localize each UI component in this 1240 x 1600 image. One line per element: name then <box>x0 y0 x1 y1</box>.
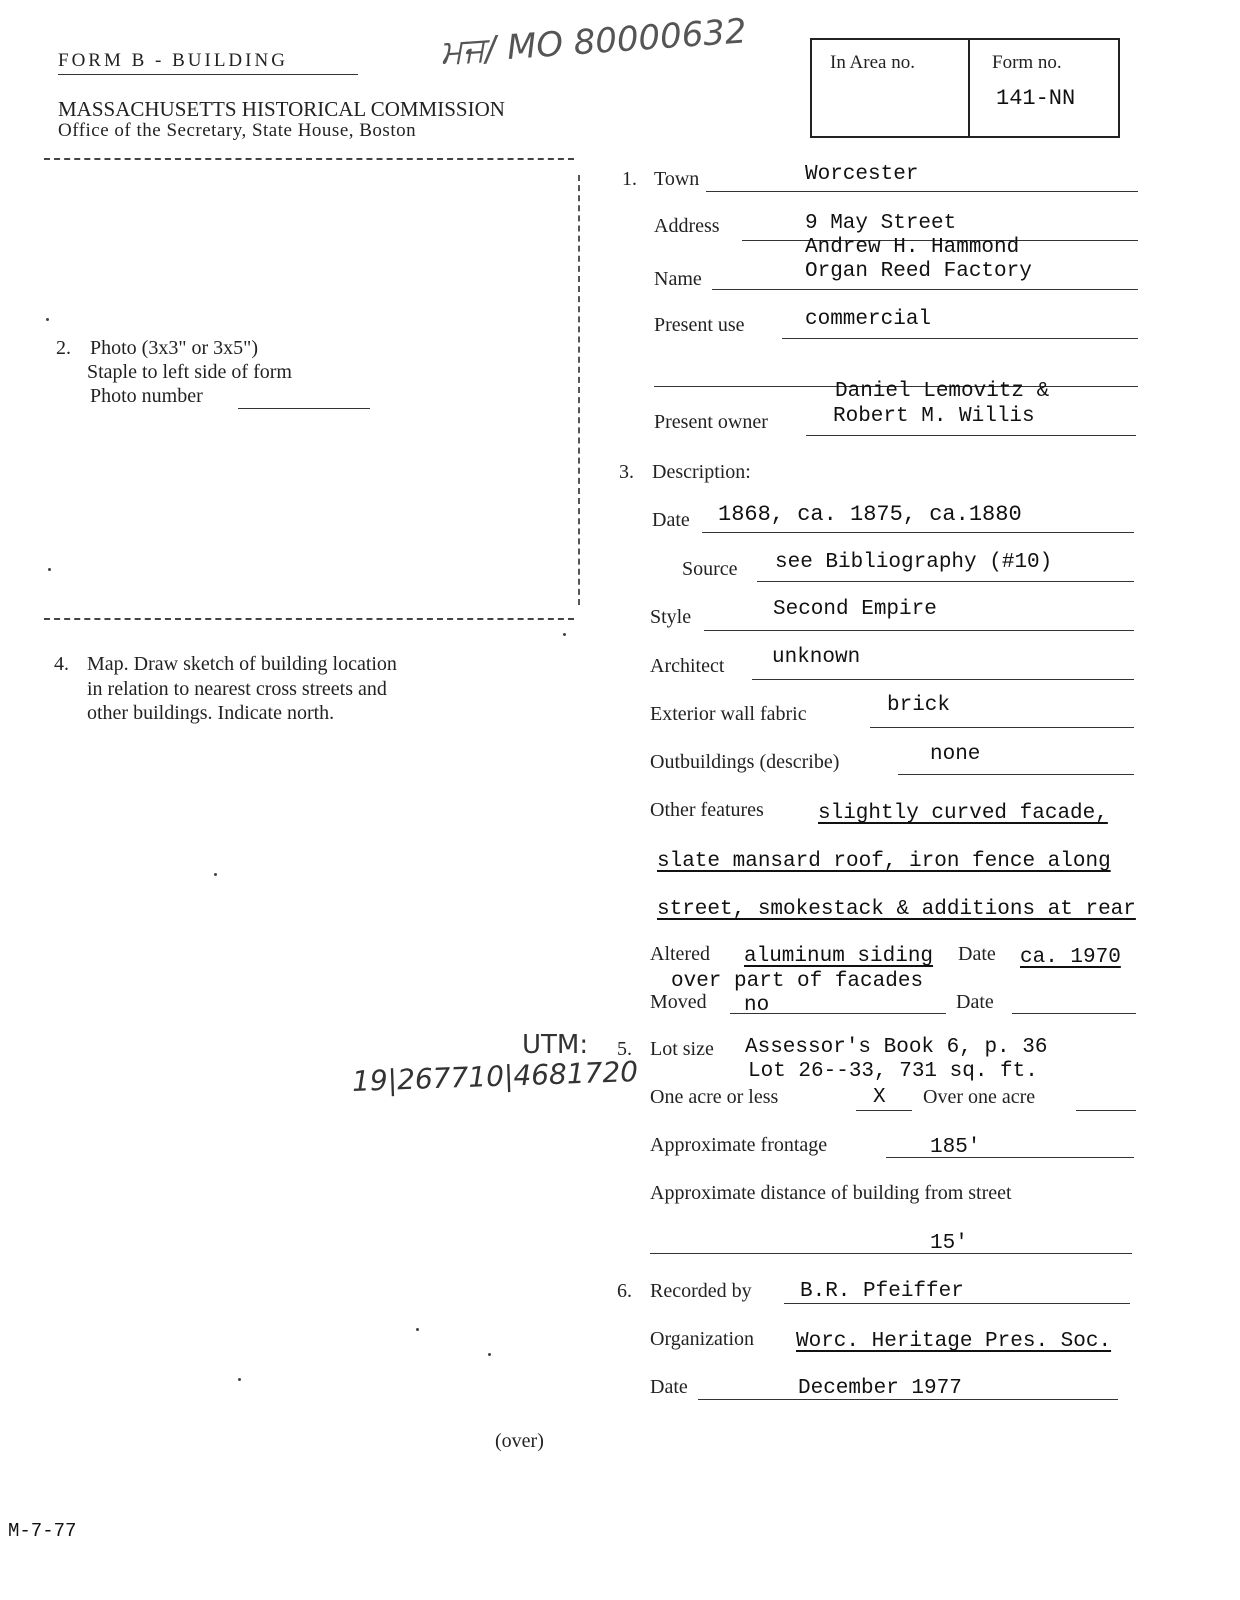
altered-date-value: ca. 1970 <box>1020 946 1121 969</box>
recorded-by-label: Recorded by <box>650 1280 752 1302</box>
distance-value: 15' <box>930 1232 968 1255</box>
altered-label: Altered <box>650 943 710 965</box>
architect-label: Architect <box>650 655 725 677</box>
section6-number: 6. <box>617 1280 632 1302</box>
date-label: Date <box>652 509 690 531</box>
scan-speck <box>416 1328 419 1331</box>
frontage-field[interactable] <box>886 1157 1134 1158</box>
frontage-value: 185' <box>930 1136 981 1159</box>
other-features-label: Other features <box>650 799 764 821</box>
photo-instructions-line2: Staple to left side of form <box>87 361 292 383</box>
present-use-field[interactable] <box>782 338 1138 339</box>
style-field[interactable] <box>704 630 1134 631</box>
recorded-by-field[interactable] <box>784 1303 1130 1304</box>
moved-label: Moved <box>650 991 707 1013</box>
town-value: Worcester <box>805 163 919 186</box>
handwritten-reference: ਮਜ/ MO 80000632 <box>438 11 748 73</box>
section5-number: 5. <box>617 1038 632 1060</box>
wall-fabric-value: brick <box>887 694 951 717</box>
distance-field[interactable] <box>650 1253 1132 1254</box>
date-field[interactable] <box>702 532 1134 533</box>
wall-fabric-field[interactable] <box>870 727 1134 728</box>
source-value: see Bibliography (#10) <box>775 551 1053 574</box>
other-features-line3: street, smokestack & additions at rear <box>657 898 1136 921</box>
map-instructions-line1: Map. Draw sketch of building location <box>87 653 397 675</box>
name-value-line2: Organ Reed Factory <box>805 260 1032 283</box>
scan-speck <box>214 873 217 876</box>
moved-value: no <box>744 994 770 1017</box>
utm-coordinates: 19|267710|4681720 <box>351 1055 639 1098</box>
scan-speck <box>48 568 51 571</box>
owner-field-line2[interactable] <box>806 435 1136 436</box>
address-label: Address <box>654 215 720 237</box>
over-one-acre-field[interactable] <box>1076 1110 1136 1111</box>
owner-value-line1: Daniel Lemovitz & <box>835 380 1050 403</box>
altered-value-line2: over part of facades <box>671 970 924 993</box>
map-section-number: 4. <box>54 653 69 675</box>
record-date-value: December 1977 <box>798 1377 962 1400</box>
utm-label: UTM: <box>522 1030 589 1060</box>
form-code: M-7-77 <box>8 1520 77 1542</box>
photo-instructions-line1: Photo (3x3" or 3x5") <box>90 337 258 359</box>
wall-fabric-label: Exterior wall fabric <box>650 703 807 725</box>
name-value-line1: Andrew H. Hammond <box>805 236 1020 259</box>
area-no-label: In Area no. <box>830 52 915 73</box>
one-acre-mark: X <box>873 1086 886 1109</box>
scan-speck <box>563 633 566 636</box>
distance-label: Approximate distance of building from street <box>650 1182 1012 1204</box>
lot-size-value-line1: Assessor's Book 6, p. 36 <box>745 1036 1048 1059</box>
recorded-by-value: B.R. Pfeiffer <box>800 1280 964 1303</box>
owner-value-line2: Robert M. Willis <box>833 405 1035 428</box>
one-acre-label: One acre or less <box>650 1086 779 1108</box>
one-acre-field[interactable] <box>856 1110 912 1111</box>
photo-frame-bottom <box>44 618 574 620</box>
style-label: Style <box>650 606 692 628</box>
scan-speck <box>488 1353 491 1356</box>
architect-value: unknown <box>772 646 861 669</box>
present-use-label: Present use <box>654 314 745 336</box>
source-field[interactable] <box>757 581 1134 582</box>
lot-size-label: Lot size <box>650 1038 714 1060</box>
organization-value: Worc. Heritage Pres. Soc. <box>796 1330 1112 1353</box>
other-features-line2: slate mansard roof, iron fence along <box>657 850 1111 873</box>
form-title-underline <box>58 74 358 75</box>
scan-speck <box>46 318 49 321</box>
frontage-label: Approximate frontage <box>650 1134 828 1156</box>
name-label: Name <box>654 268 702 290</box>
form-no-label: Form no. <box>992 52 1062 73</box>
address-value: 9 May Street <box>805 212 957 235</box>
town-label: Town <box>654 168 700 190</box>
section1-number: 1. <box>622 168 637 190</box>
organization-label: Organization <box>650 1328 755 1350</box>
section3-number: 3. <box>619 461 634 483</box>
office-address: Office of the Secretary, State House, Boston <box>58 120 417 141</box>
name-field[interactable] <box>712 289 1138 290</box>
owner-label: Present owner <box>654 411 768 433</box>
present-use-value: commercial <box>805 308 932 331</box>
moved-date-field[interactable] <box>1012 1013 1136 1014</box>
description-label: Description: <box>652 461 751 483</box>
other-features-line1: slightly curved facade, <box>818 802 1108 825</box>
photo-section-number: 2. <box>56 337 71 359</box>
photo-frame-top <box>44 158 574 160</box>
style-value: Second Empire <box>773 598 937 621</box>
town-field[interactable] <box>706 191 1138 192</box>
photo-number-label: Photo number <box>90 385 203 407</box>
architect-field[interactable] <box>752 679 1134 680</box>
over-note: (over) <box>495 1430 544 1452</box>
lot-size-value-line2: Lot 26--33, 731 sq. ft. <box>748 1060 1038 1083</box>
scan-speck <box>238 1378 241 1381</box>
map-instructions-line3: other buildings. Indicate north. <box>87 702 335 724</box>
area-form-divider <box>968 38 970 136</box>
map-instructions-line2: in relation to nearest cross streets and <box>87 678 387 700</box>
moved-date-label: Date <box>956 991 994 1013</box>
photo-number-field[interactable] <box>238 408 370 409</box>
photo-frame-right <box>578 175 580 605</box>
outbuildings-field[interactable] <box>898 774 1134 775</box>
over-one-acre-label: Over one acre <box>923 1086 1036 1108</box>
date-value: 1868, ca. 1875, ca.1880 <box>718 502 1022 527</box>
outbuildings-label: Outbuildings (describe) <box>650 751 840 773</box>
source-label: Source <box>682 558 738 580</box>
form-title: FORM B - BUILDING <box>58 50 288 71</box>
commission-name: MASSACHUSETTS HISTORICAL COMMISSION <box>58 97 505 121</box>
altered-value-line1: aluminum siding <box>744 945 934 968</box>
outbuildings-value: none <box>930 743 981 766</box>
record-date-label: Date <box>650 1376 688 1398</box>
altered-date-label: Date <box>958 943 996 965</box>
form-no-value: 141-NN <box>996 86 1076 111</box>
